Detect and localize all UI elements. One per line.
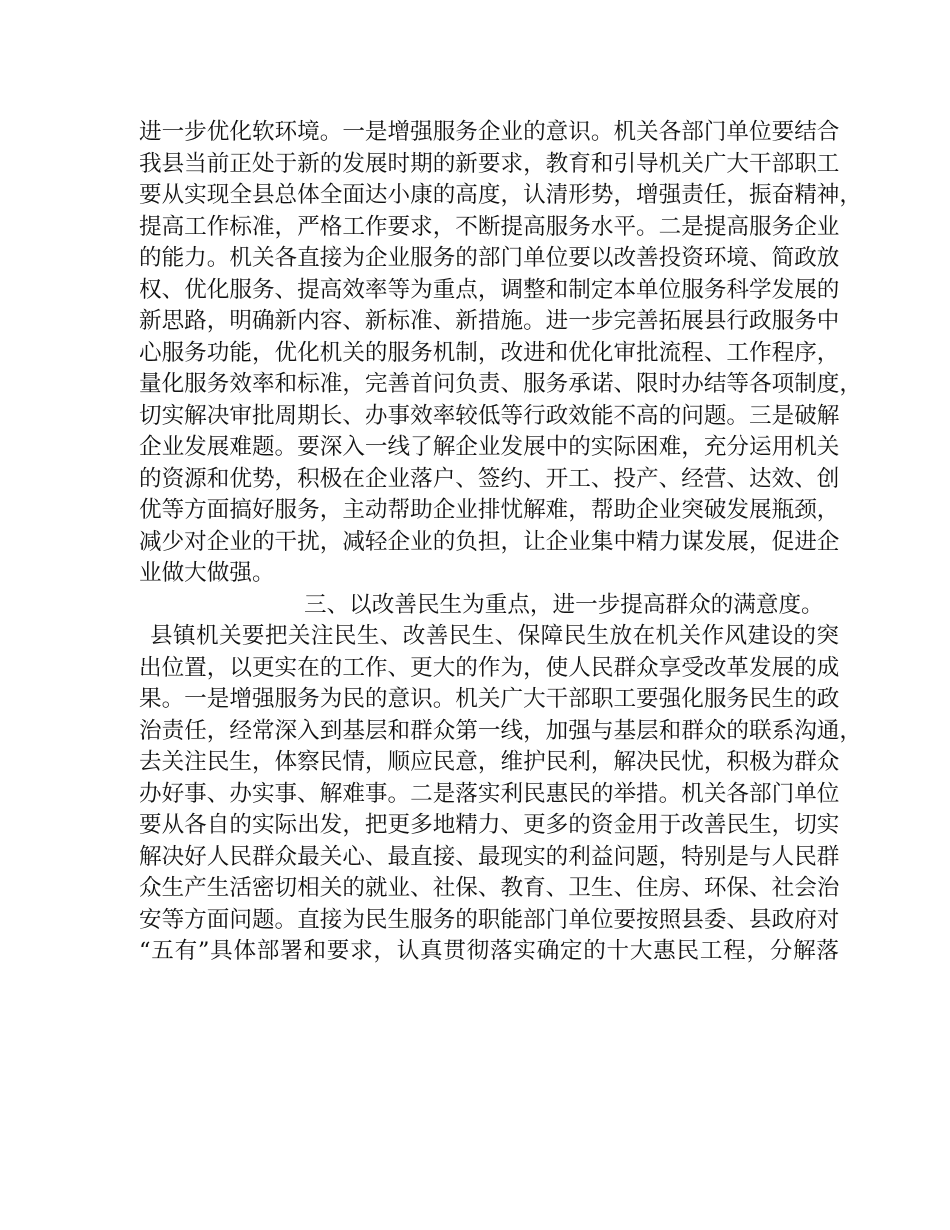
text-line: 优等方面搞好服务，主动帮助企业排忧解难，帮助企业突破发展瓶颈， bbox=[139, 497, 840, 523]
text-line: 安等方面问题。直接为民生服务的职能部门单位要按照县委、县政府对 bbox=[139, 906, 840, 933]
text-line: 众生产生活密切相关的就业、社保、教育、卫生、住房、环保、社会治 bbox=[139, 875, 840, 901]
text-line: 我县当前正处于新的发展时期的新要求，教育和引导机关广大干部职工 bbox=[139, 150, 840, 177]
document-body bbox=[139, 117, 862, 968]
text-line: 出位置，以更实在的工作、更大的作为，使人民群众享受改革发展的成 bbox=[139, 654, 840, 681]
text-line: 要从实现全县总体全面达小康的高度，认清形势，增强责任，振奋精神， bbox=[139, 182, 862, 208]
text-line: 解决好人民群众最关心、最直接、最现实的利益问题，特别是与人民群 bbox=[139, 843, 840, 870]
text-line: 要从各自的实际出发，把更多地精力、更多的资金用于改善民生，切实 bbox=[139, 812, 840, 838]
text-line: 减少对企业的干扰，减轻企业的负担，让企业集中精力谋发展，促进企 bbox=[139, 528, 840, 555]
text-line: 的资源和优势，积极在企业落户、签约、开工、投产、经营、达效、创 bbox=[139, 465, 840, 492]
text-line: 量化服务效率和标准，完善首问负责、服务承诺、限时办结等各项制度， bbox=[139, 371, 862, 397]
text-line: 业做大做强。 bbox=[139, 560, 275, 586]
text-line: “五有”具体部署和要求，认真贯彻落实确定的十大惠民工程，分解落 bbox=[139, 938, 839, 964]
text-line: 切实解决审批周期长、办事效率较低等行政效能不高的问题。三是破解 bbox=[139, 402, 840, 429]
text-line: 治责任，经常深入到基层和群众第一线，加强与基层和群众的联系沟通， bbox=[139, 717, 862, 744]
text-line: 新思路，明确新内容、新标准、新措施。进一步完善拓展县行政服务中 bbox=[139, 308, 840, 334]
text-line: 果。一是增强服务为民的意识。机关广大干部职工要强化服务民生的政 bbox=[139, 686, 840, 712]
text-line: 心服务功能，优化机关的服务机制，改进和优化审批流程、工作程序， bbox=[139, 339, 840, 366]
text-line: 企业发展难题。要深入一线了解企业发展中的实际困难，充分运用机关 bbox=[139, 434, 840, 460]
section-heading: 三、以改善民生为重点，进一步提高群众的满意度。 bbox=[304, 591, 824, 618]
text-line: 去关注民生，体察民情，顺应民意，维护民利，解决民忧，积极为群众 bbox=[139, 749, 840, 775]
text-line: 的能力。机关各直接为企业服务的部门单位要以改善投资环境、简政放 bbox=[139, 245, 840, 271]
text-line: 办好事、办实事、解难事。二是落实利民惠民的举措。机关各部门单位 bbox=[139, 780, 840, 807]
text-line: 提高工作标准，严格工作要求，不断提高服务水平。二是提高服务企业 bbox=[139, 213, 840, 240]
text-line: 权、优化服务、提高效率等为重点，调整和制定本单位服务科学发展的 bbox=[139, 276, 840, 303]
text-line: 县镇机关要把关注民生、改善民生、保障民生放在机关作风建设的突 bbox=[150, 623, 839, 649]
text-line: 进一步优化软环境。一是增强服务企业的意识。机关各部门单位要结合 bbox=[139, 119, 840, 145]
